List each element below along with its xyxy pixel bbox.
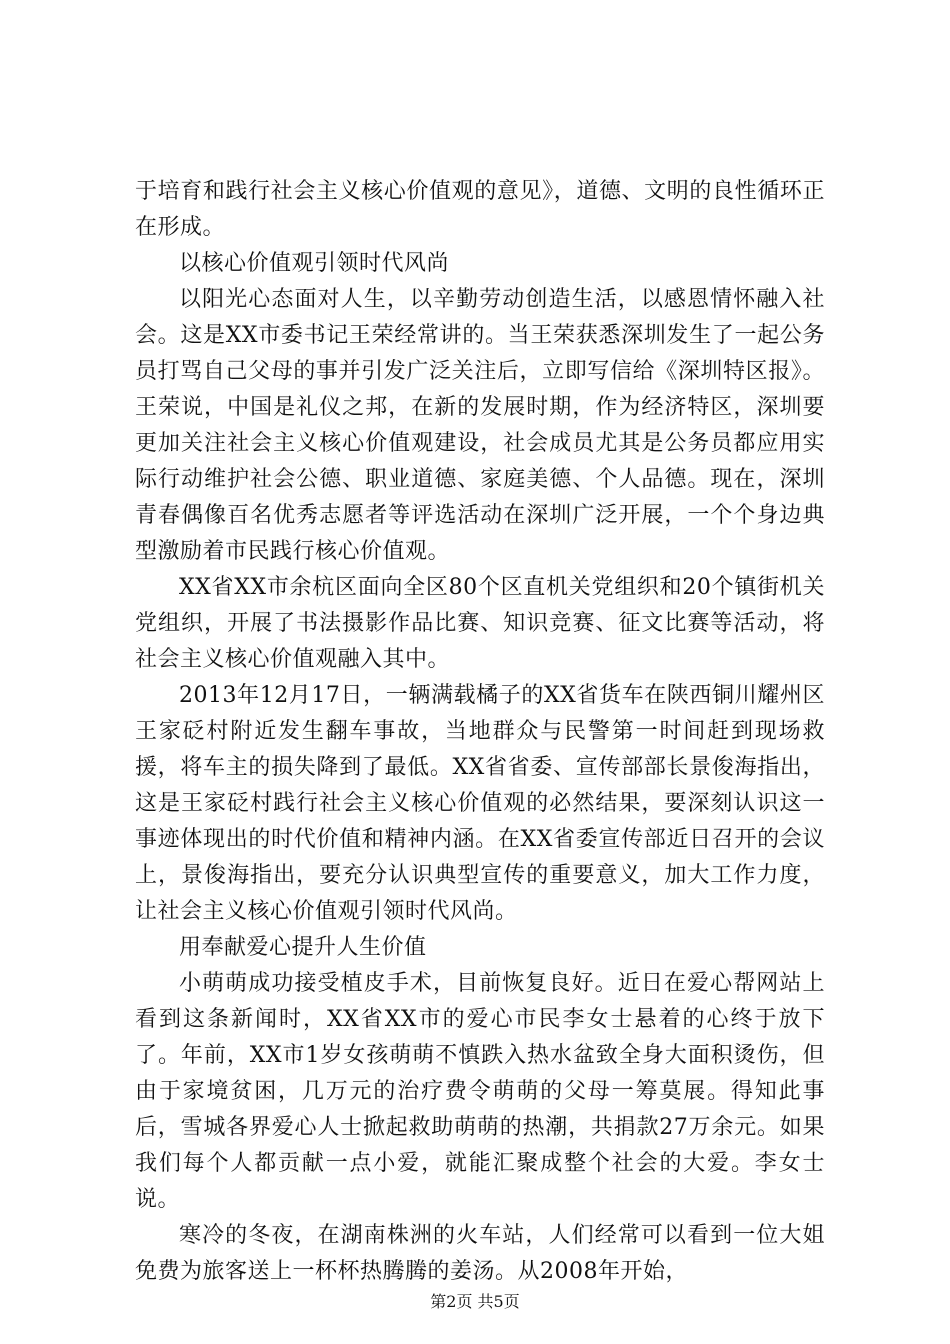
document-body — [135, 174, 825, 1290]
section-heading: 以核心价值观引领时代风尚 — [179, 251, 450, 276]
paragraph: 以阳光心态面对人生，以辛勤劳动创造生活，以感恩情怀融入社会。这是XX市委书记王荣经常讲的。当王荣获悉深圳发生了一起公务员打骂自己父母的事并引发广泛关注后，立即写信给《深圳特区报》。王荣说，中国是礼仪之邦，在新的发展时期，作为经济特区，深圳要更加关注社会主义核心价值观建设，社会成员尤其是公务员都应用实际行动维护社会公德、职业道德、家庭美德、个人品德。现在，深圳青春偶像百名优秀志愿者等评选活动在深圳广泛开展，一个个身边典型激励着市民践行核心价值观。 — [135, 287, 825, 564]
paragraph: 小萌萌成功接受植皮手术，目前恢复良好。近日在爱心帮网站上看到这条新闻时，XX省XX市的爱心市民李女士悬着的心终于放下了。年前，XX市1岁女孩萌萌不慎跌入热水盆致全身大面积烫伤，但由于家境贫困，几万元的治疗费令萌萌的父母一筹莫展。得知此事后，雪城各界爱心人士掀起救助萌萌的热潮，共捐款27万余元。如果我们每个人都贡献一点小爱，就能汇聚成整个社会的大爱。李女士说。 — [135, 971, 825, 1212]
page-number-footer: 第2页 共5页 — [430, 1292, 520, 1311]
paragraph: 2013年12月17日，一辆满载橘子的XX省货车在陕西铜川耀州区王家砭村附近发生翻车事故，当地群众与民警第一时间赶到现场救援，将车主的损失降到了最低。XX省省委、宣传部部长景俊海指出，这是王家砭村践行社会主义核心价值观的必然结果，要深刻认识这一事迹体现出的时代价值和精神内涵。在XX省委宣传部近日召开的会议上，景俊海指出，要充分认识典型宣传的重要意义，加大工作力度，让社会主义核心价值观引领时代风尚。 — [135, 683, 825, 924]
paragraph: XX省XX市余杭区面向全区80个区直机关党组织和20个镇街机关党组织，开展了书法摄影作品比赛、知识竞赛、征文比赛等活动，将社会主义核心价值观融入其中。 — [135, 575, 825, 672]
section-heading: 用奉献爱心提升人生价值 — [179, 935, 427, 960]
paragraph-continuation: 于培育和践行社会主义核心价值观的意见》，道德、文明的良性循环正在形成。 — [135, 179, 825, 240]
paragraph: 寒冷的冬夜，在湖南株洲的火车站，人们经常可以看到一位大姐免费为旅客送上一杯杯热腾腾的姜汤。从2008年开始， — [135, 1223, 825, 1284]
